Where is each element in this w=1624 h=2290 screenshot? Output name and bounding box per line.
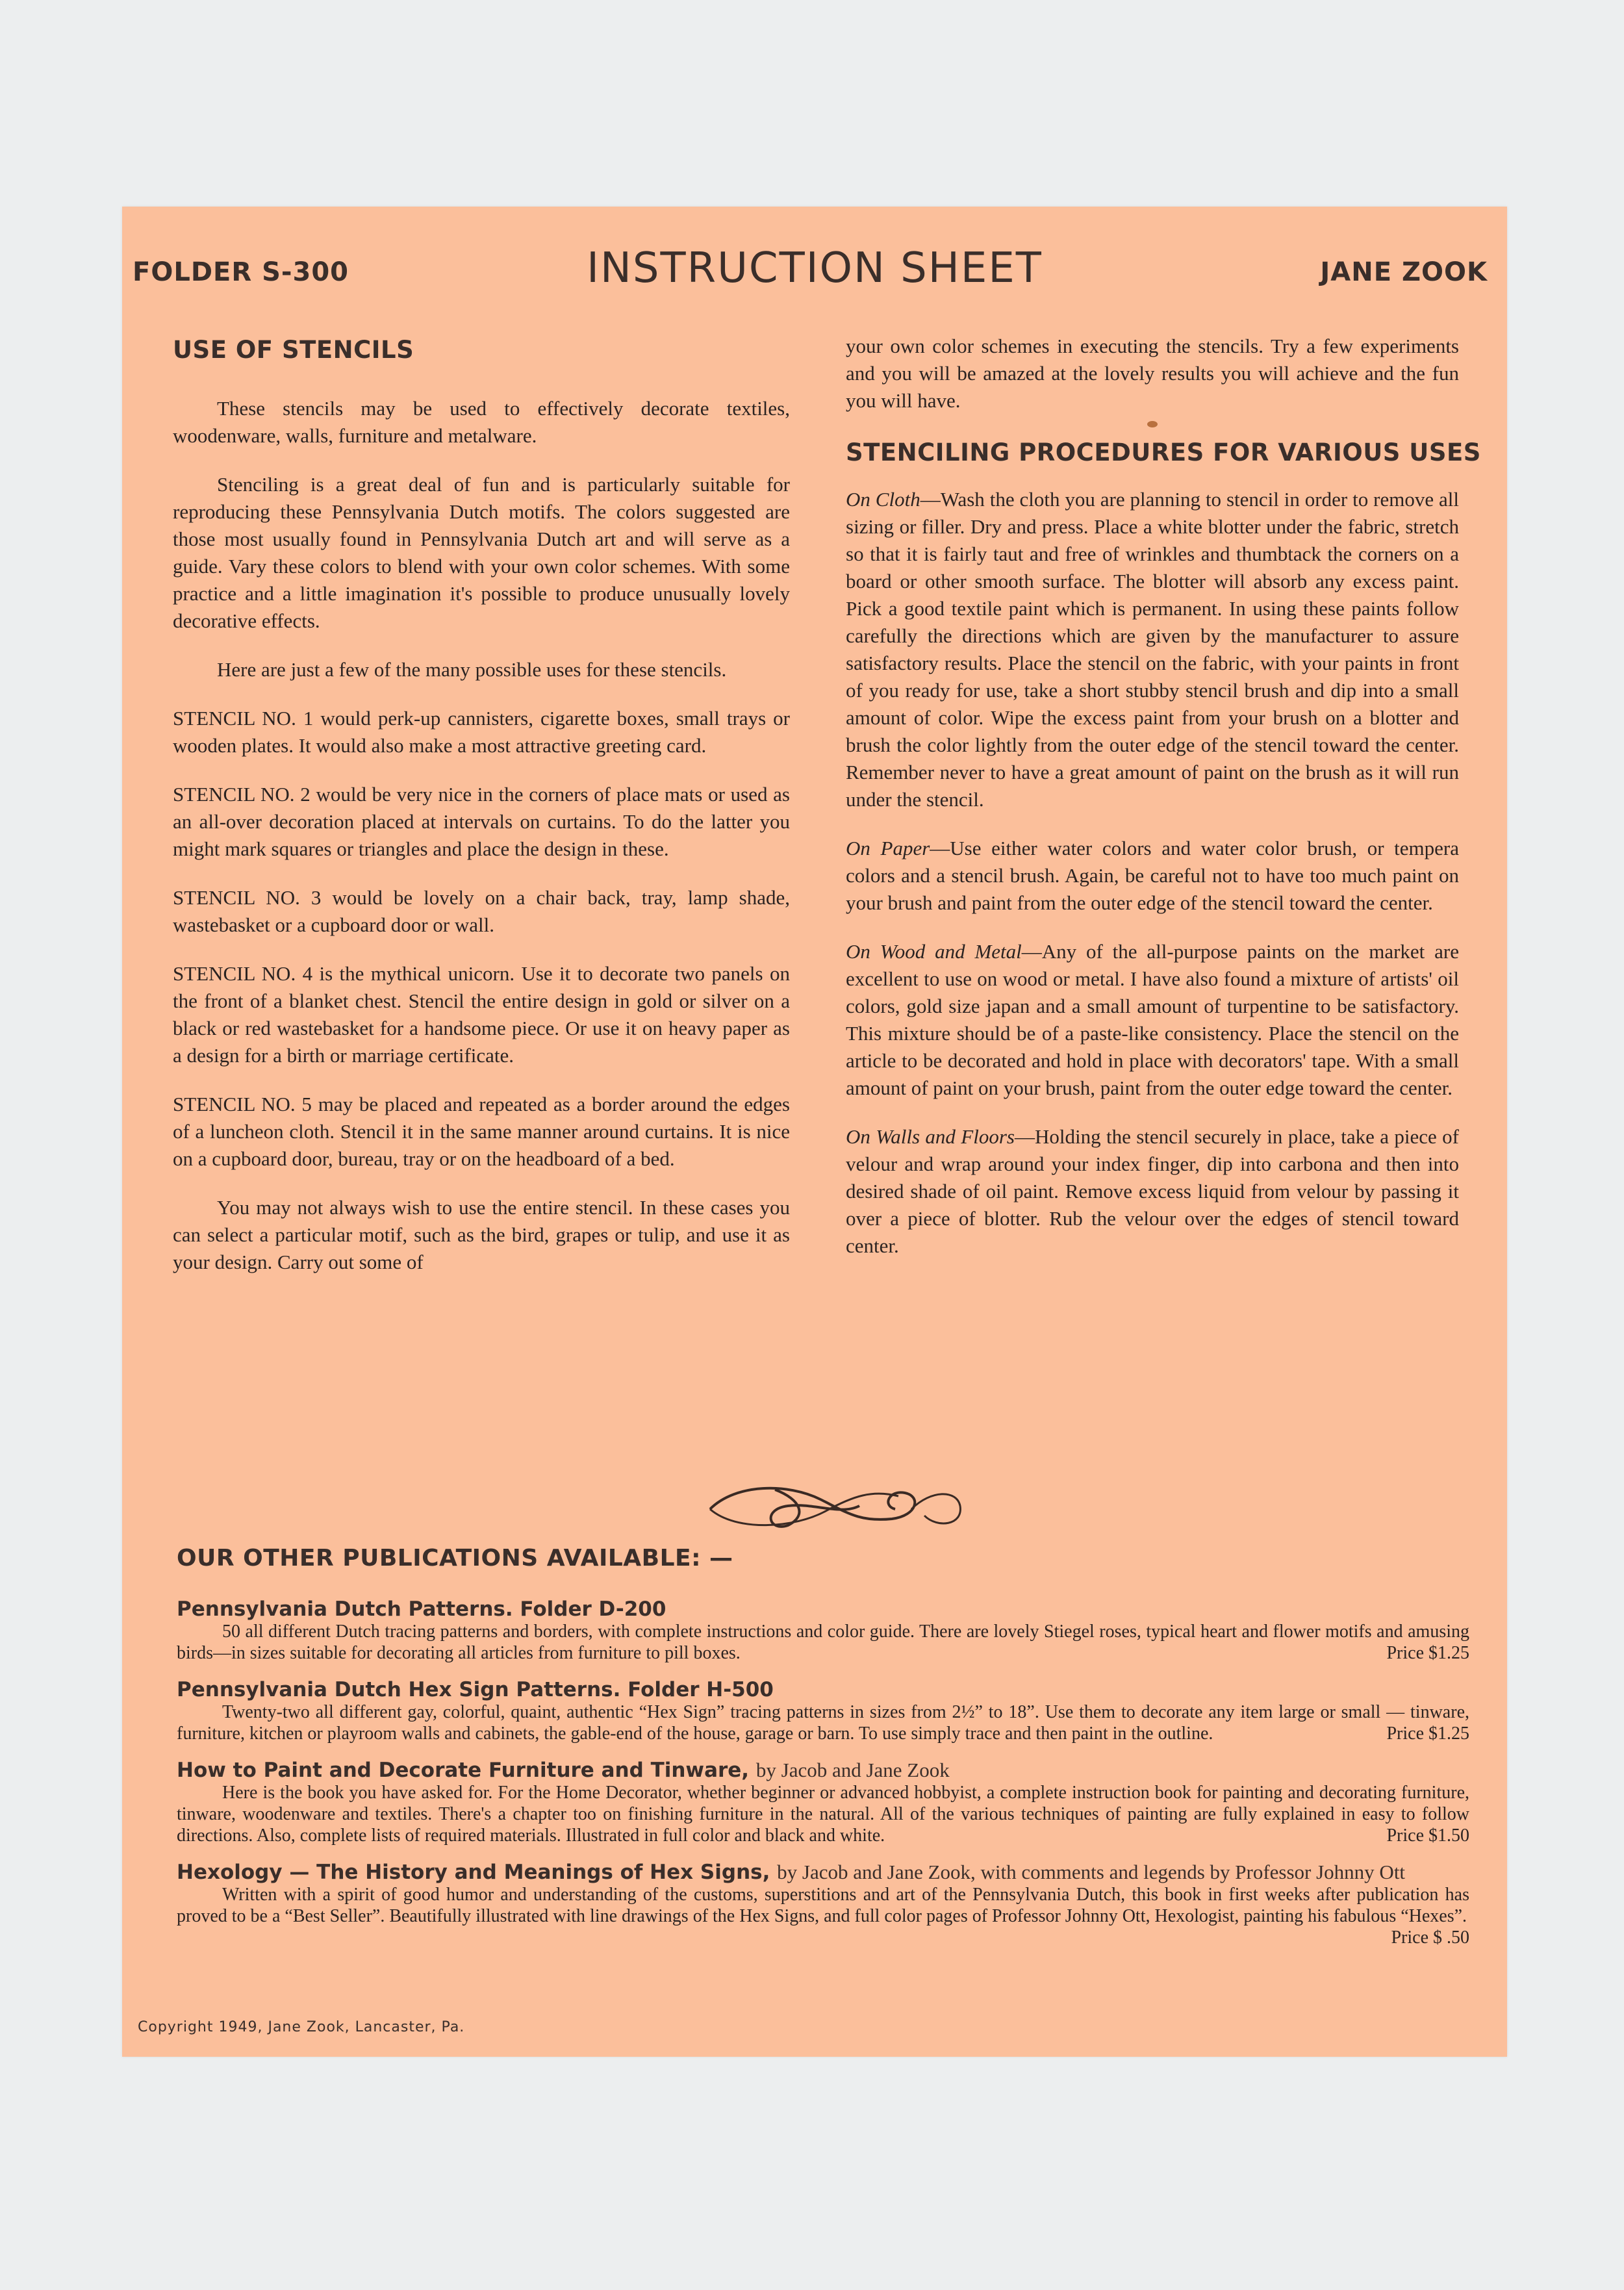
procedure-text: —Any of the all-purpose paints on the market are excellent to use on wood or metal. I have also found a mixture of artists' oil colors, gold size japan and a small amount of turpentine to be satisfactory. This mixture should be of a paste-like consistency. Place the stencil on the article to be decorated and hold in place with decorators' tape. With a small amount of paint on your brush, paint from the outer edge toward the center.: [846, 940, 1459, 1099]
publication-title-line: [177, 1861, 1469, 1884]
publications-section: [177, 1545, 1469, 1948]
procedure-wood-metal: [846, 938, 1459, 1102]
paragraph: These stencils may be used to effectively decorate textiles, woodenware, walls, furniture and metalware.: [173, 397, 790, 447]
publication-item: [177, 1759, 1469, 1846]
publication-description: 50 all different Dutch tracing patterns and borders, with complete instructions and color guide. There are lovely Stiegel roses, typical heart and flower motifs and amusing birds—in sizes suitable for decorating all articles from furniture to pill boxes. Price $1.25: [177, 1622, 1469, 1663]
publication-title: How to Paint and Decorate Furniture and Tinware,: [177, 1759, 750, 1782]
paragraph-stencil-2: STENCIL NO. 2 would be very nice in the corners of place mats or used as an all-over decoration placed at intervals on curtains. To do the latter you might mark squares or triangles and place the design in these.: [173, 783, 790, 860]
paragraph-stencil-1: STENCIL NO. 1 would perk-up cannisters, cigarette boxes, small trays or wooden plates. It would also make a most attractive greeting card.: [173, 707, 790, 757]
procedure-paper: [846, 835, 1459, 917]
publication-price: Price $1.25: [1386, 1643, 1469, 1663]
procedure-text: —Use either water colors and water color brush, or tempera colors and a stencil brush. Again, be careful not to have too much paint on your brush and paint from the outer edge of the stencil toward the center.: [846, 837, 1459, 914]
publication-description: Twenty-two all different gay, colorful, quaint, authentic “Hex Sign” tracing patterns in sizes from 2½” to 18”. Use them to decorate any item large or small — tinware, furniture, kitchen or playroom walls and cabinets, the gable-end of the house, garage or barn. To use simply trace and then paint in the outline. Price $1.25: [177, 1702, 1469, 1744]
publication-item: [177, 1678, 1469, 1744]
procedure-label: On Cloth: [846, 488, 920, 511]
paragraph: You may not always wish to use the entire stencil. In these cases you can select a particular motif, such as the bird, grapes or tulip, and use it as your design. Carry out some of: [173, 1196, 790, 1273]
author-name: JANE ZOOK: [1320, 257, 1488, 287]
publication-byline: by Jacob and Jane Zook: [755, 1759, 950, 1781]
procedure-walls-floors: [846, 1123, 1459, 1260]
procedure-label: On Walls and Floors: [846, 1125, 1015, 1148]
flourish-ornament: [697, 1470, 970, 1542]
copyright-notice: Copyright 1949, Jane Zook, Lancaster, Pa.: [138, 2019, 465, 2035]
publication-byline: by Jacob and Jane Zook, with comments and legends by Professor Johnny Ott: [777, 1861, 1406, 1883]
procedure-text: —Wash the cloth you are planning to stencil in order to remove all sizing or filler. Dry and press. Place a white blotter under the fabric, stretch so that it is fairly taut and free of wrinkles and thumbtack the corners on a board or other smooth surface. The blotter will absorb any excess paint. Pick a good textile paint which is permanent. In using these paints follow carefully the directions which are given by the manufacturer to assure satisfactory results. Place the stencil on the fabric, with your paints in front of you ready for use, take a short stubby stencil brush and dip into a small amount of color. Wipe the excess paint from your brush on a blotter and brush the color lightly from the outer edge of the stencil toward the center. Remember never to have a great amount of paint on the brush as it will run under the stencil.: [846, 488, 1459, 811]
publication-item: [177, 1597, 1469, 1664]
paragraph-stencil-4: STENCIL NO. 4 is the mythical unicorn. Use it to decorate two panels on the front of a blanket chest. Stencil the entire design in gold or silver on a black or red wastebasket for a handsome piece. Or use it on heavy paper as a design for a birth or marriage certificate.: [173, 962, 790, 1067]
folder-number: FOLDER S-300: [133, 257, 349, 287]
paragraph: Here are just a few of the many possible uses for these stencils.: [217, 658, 727, 681]
publication-description: Written with a spirit of good humor and understanding of the customs, superstitions and art of the Pennsylvania Dutch, this book in first weeks after publication has proved to be a “Best Seller”. Beautifully illustrated with line drawings of the Hex Signs, and full color pages of Professor Johnny Ott, Hexologist, painting his fabulous “Hexes”. Price $ .50: [177, 1885, 1469, 1948]
publications-heading: OUR OTHER PUBLICATIONS AVAILABLE: —: [177, 1545, 733, 1571]
publication-title: Hexology — The History and Meanings of Hex Signs,: [177, 1861, 770, 1884]
publication-title-line: [177, 1759, 1469, 1782]
publication-price: Price $1.25: [1386, 1724, 1469, 1744]
procedure-label: On Wood and Metal: [846, 940, 1022, 963]
publication-price: Price $ .50: [1391, 1927, 1469, 1948]
paragraph-continuation: your own color schemes in executing the stencils. Try a few experiments and you will be amazed at the lovely results you will achieve and the fun you will have.: [846, 335, 1459, 412]
publication-description: Here is the book you have asked for. For the Home Decorator, whether beginner or advanced hobbyist, a complete instruction book for painting and decorating furniture, tinware, woodenware and textiles. There's a chapter too on finishing furniture in the natural. All of the various techniques of painting are fully explained in easy to follow directions. Also, complete lists of required materials. Illustrated in full color and black and white. Price $1.50: [177, 1783, 1469, 1846]
procedure-cloth: [846, 486, 1459, 813]
ink-spot: [1147, 421, 1158, 427]
section-heading-procedures: STENCILING PROCEDURES FOR VARIOUS USES: [846, 439, 1481, 466]
publication-title: Pennsylvania Dutch Patterns. Folder D-200: [177, 1597, 666, 1621]
procedure-text: —Holding the stencil securely in place, take a piece of velour and wrap around your index finger, dip into carbona and then into desired shade of oil paint. Remove excess liquid from velour by passing it over a piece of blotter. Rub the velour over the edges of stencil toward center.: [846, 1125, 1459, 1257]
page-title: INSTRUCTION SHEET: [587, 244, 1043, 292]
instruction-sheet: [122, 207, 1507, 2057]
left-column: [173, 337, 790, 1297]
publication-item: [177, 1861, 1469, 1948]
paragraph-stencil-3: STENCIL NO. 3 would be lovely on a chair back, tray, lamp shade, wastebasket or a cupboard door or wall.: [173, 886, 790, 936]
paragraph: Stenciling is a great deal of fun and is particularly suitable for reproducing these Pennsylvania Dutch motifs. The colors suggested are those most usually found in Pennsylvania Dutch art and will serve as a guide. Vary these colors to blend with your own color schemes. With some practice and a little imagination it's possible to produce unusually lovely decorative effects.: [173, 473, 790, 632]
right-column: [846, 333, 1481, 1281]
paragraph-stencil-5: STENCIL NO. 5 may be placed and repeated as a border around the edges of a luncheon cloth. Stencil it in the same manner around curtains. It is nice on a cupboard door, bureau, tray or on the headboard of a bed.: [173, 1093, 790, 1170]
publication-price: Price $1.50: [1386, 1826, 1469, 1846]
section-heading-use-of-stencils: USE OF STENCILS: [173, 336, 414, 364]
procedure-label: On Paper: [846, 837, 930, 859]
publication-title: Pennsylvania Dutch Hex Sign Patterns. Folder H-500: [177, 1678, 774, 1701]
